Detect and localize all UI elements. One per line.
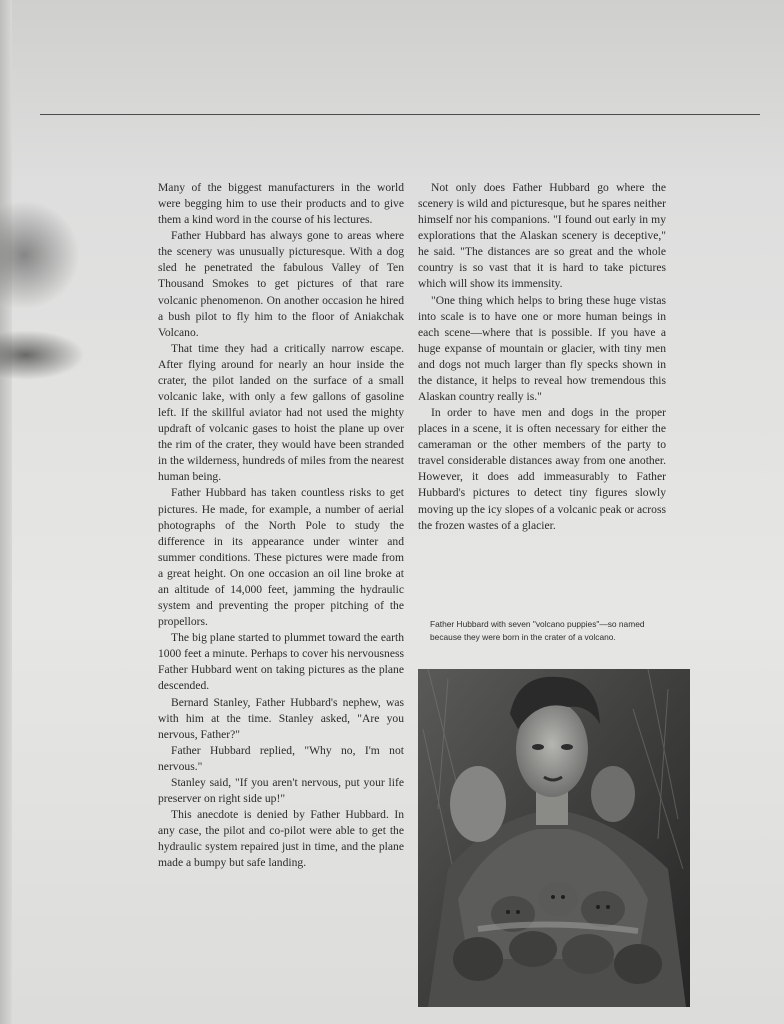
paragraph: That time they had a critically narrow escape. After flying around for nearly an hour inside the crater, the pilot landed on the surface of a small volcanic lake, with only a few gallons of gasoline left. If the skillful aviator had not used the mighty updraft of volcanic gases to hoist the plane up over the rim of the crater, they would have been stranded in the wilderness, hundreds of miles from the nearest human being. (158, 341, 404, 484)
left-text-column (158, 180, 404, 871)
page-smudge (0, 330, 85, 380)
right-text-column (418, 180, 666, 534)
header-rule (40, 114, 760, 115)
page-smudge (0, 200, 80, 310)
paragraph: Not only does Father Hubbard go where the scenery is wild and picturesque, but he spares neither himself nor his companions. "I found out early in my explorations that the Alaskan scenery is deceptive," he said. "The distances are so great and the whole country is so vast that it is hard to take pictures which will show its immensity. (418, 181, 666, 291)
page-edge-shadow (0, 0, 12, 1024)
photo-hubbard-with-puppies (418, 669, 690, 1007)
photo-illustration (418, 669, 690, 1007)
paragraph: Father Hubbard has taken countless risks to get pictures. He made, for example, a number of aerial photographs of the North Pole to study the difference in its appearance under winter and summer conditions. These pictures were made from a great height. On one occasion an oil line broke at an altitude of 14,000 feet, jamming the hydraulic system and preventing the proper pitching of the propellors. (158, 486, 404, 629)
paragraph: Many of the biggest manufacturers in the world were begging him to use their products and to give them a kind word in the course of his lectures. (158, 181, 404, 227)
photo-caption: Father Hubbard with seven "volcano puppies"—so named because they were born in the crater of a volcano. (430, 619, 645, 642)
paragraph: Stanley said, "If you aren't nervous, put your life preserver on right side up!" (158, 775, 404, 805)
paragraph: Father Hubbard has always gone to areas where the scenery was unusually picturesque. With a dog sled he penetrated the fabulous Valley of Ten Thousand Smokes to get pictures of that rare volcanic phenomenon. On another occasion he hired a bush pilot to fly him to the floor of Aniakchak Volcano. (158, 229, 404, 339)
paragraph: "One thing which helps to bring these huge vistas into scale is to have one or more human beings in each scene—where that is possible. If you have a huge expanse of mountain or glacier, with tiny men and dogs not much larger than fly specks shown in the distance, it helps to reveal how tremendous this Alaskan country really is." (418, 293, 666, 404)
paragraph: The big plane started to plummet toward the earth 1000 feet a minute. Perhaps to cover his nervousness Father Hubbard went on taking pictures as the plane descended. (158, 631, 404, 693)
paragraph: In order to have men and dogs in the proper places in a scene, it is often necessary for either the cameraman or the other members of the party to travel considerable distances away from one another. However, it does add immeasurably to Father Hubbard's pictures to detect tiny figures slowly moving up the icy slopes of a volcanic peak or across the frozen wastes of a glacier. (418, 406, 666, 532)
paragraph: This anecdote is denied by Father Hubbard. In any case, the pilot and co-pilot were able to get the hydraulic system repaired just in time, and the plane made a bumpy but safe landing. (158, 808, 404, 870)
paragraph: Bernard Stanley, Father Hubbard's nephew, was with him at the time. Stanley asked, "Are you nervous, Father?" (158, 695, 404, 741)
paragraph: Father Hubbard replied, "Why no, I'm not nervous." (158, 743, 404, 773)
